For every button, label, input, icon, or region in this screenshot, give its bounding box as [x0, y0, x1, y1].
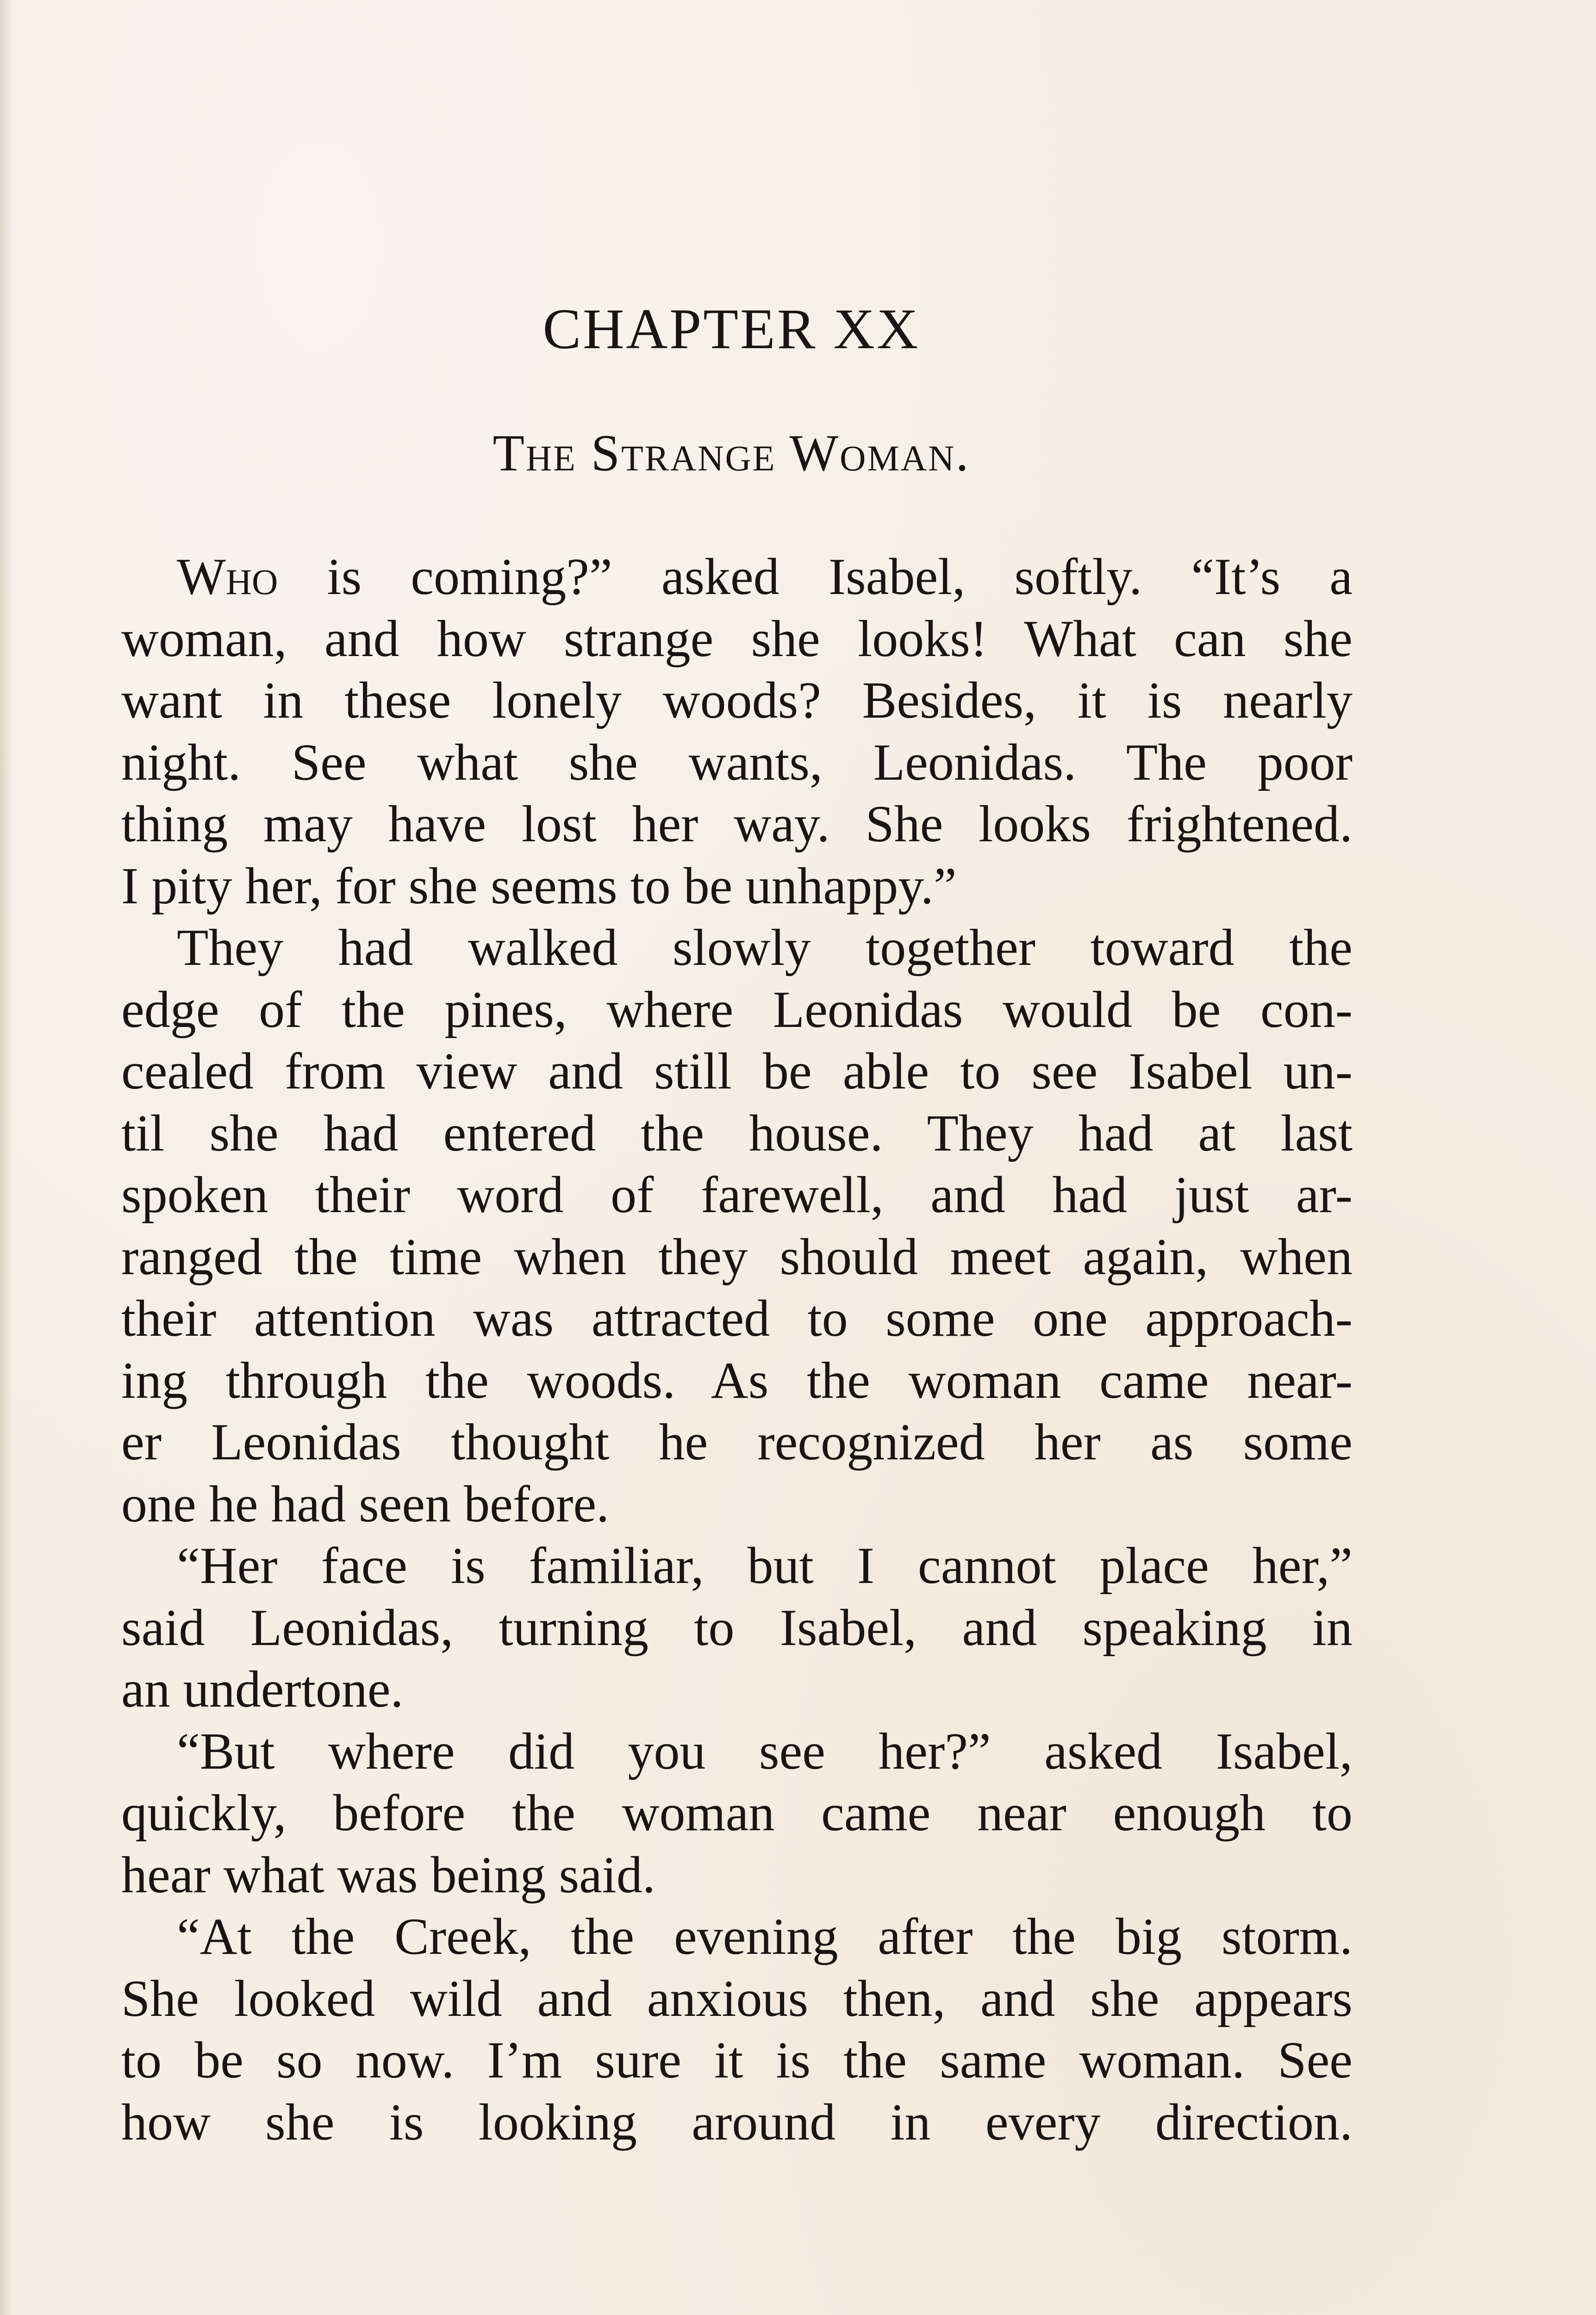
- line-text: is coming?” asked Isabel, softly. “It’s a: [278, 548, 1353, 606]
- text-line: woman, and how strange she looks! What can she: [121, 610, 1353, 668]
- text-line: ranged the time when they should meet again, when: [121, 1228, 1353, 1286]
- text-line: spoken their word of farewell, and had just ar-: [121, 1166, 1353, 1224]
- text-line: “Her face is familiar, but I cannot place her,”: [177, 1537, 1353, 1595]
- text-line: ing through the woods. As the woman came near-: [121, 1351, 1353, 1409]
- chapter-body: [121, 546, 1353, 2153]
- chapter-subtitle: The Strange Woman.: [493, 425, 970, 482]
- text-line: want in these lonely woods? Besides, it is nearly: [121, 672, 1353, 729]
- text-line: I pity her, for she seems to be unhappy.”: [121, 857, 957, 915]
- text-line: edge of the pines, where Leonidas would be con-: [121, 981, 1353, 1039]
- text-line: [121, 546, 1353, 608]
- text-line: “At the Creek, the evening after the big storm.: [177, 1908, 1353, 1965]
- text-line: night. See what she wants, Leonidas. The poor: [121, 733, 1353, 791]
- text-line: how she is looking around in every direction.: [121, 2093, 1353, 2151]
- text-line: hear what was being said.: [121, 1846, 655, 1904]
- text-line: an undertone.: [121, 1661, 404, 1718]
- text-line: thing may have lost her way. She looks frightened.: [121, 795, 1353, 853]
- text-line: said Leonidas, turning to Isabel, and speaking in: [121, 1599, 1353, 1657]
- text-line: to be so now. I’m sure it is the same woman. See: [121, 2032, 1353, 2089]
- chapter-heading: CHAPTER XX: [542, 297, 920, 361]
- text-line: They had walked slowly together toward the: [177, 919, 1353, 976]
- text-line: cealed from view and still be able to see Isabel un-: [121, 1043, 1353, 1100]
- text-line: She looked wild and anxious then, and she appears: [121, 1970, 1353, 2027]
- text-line: one he had seen before.: [121, 1475, 610, 1533]
- text-line: til she had entered the house. They had at last: [121, 1104, 1353, 1162]
- text-line: er Leonidas thought he recognized her as some: [121, 1414, 1353, 1471]
- text-line: quickly, before the woman came near enough to: [121, 1784, 1353, 1842]
- text-line: “But where did you see her?” asked Isabel,: [177, 1722, 1353, 1780]
- lead-word: Who: [177, 548, 278, 606]
- text-line: their attention was attracted to some one approach-: [121, 1290, 1353, 1347]
